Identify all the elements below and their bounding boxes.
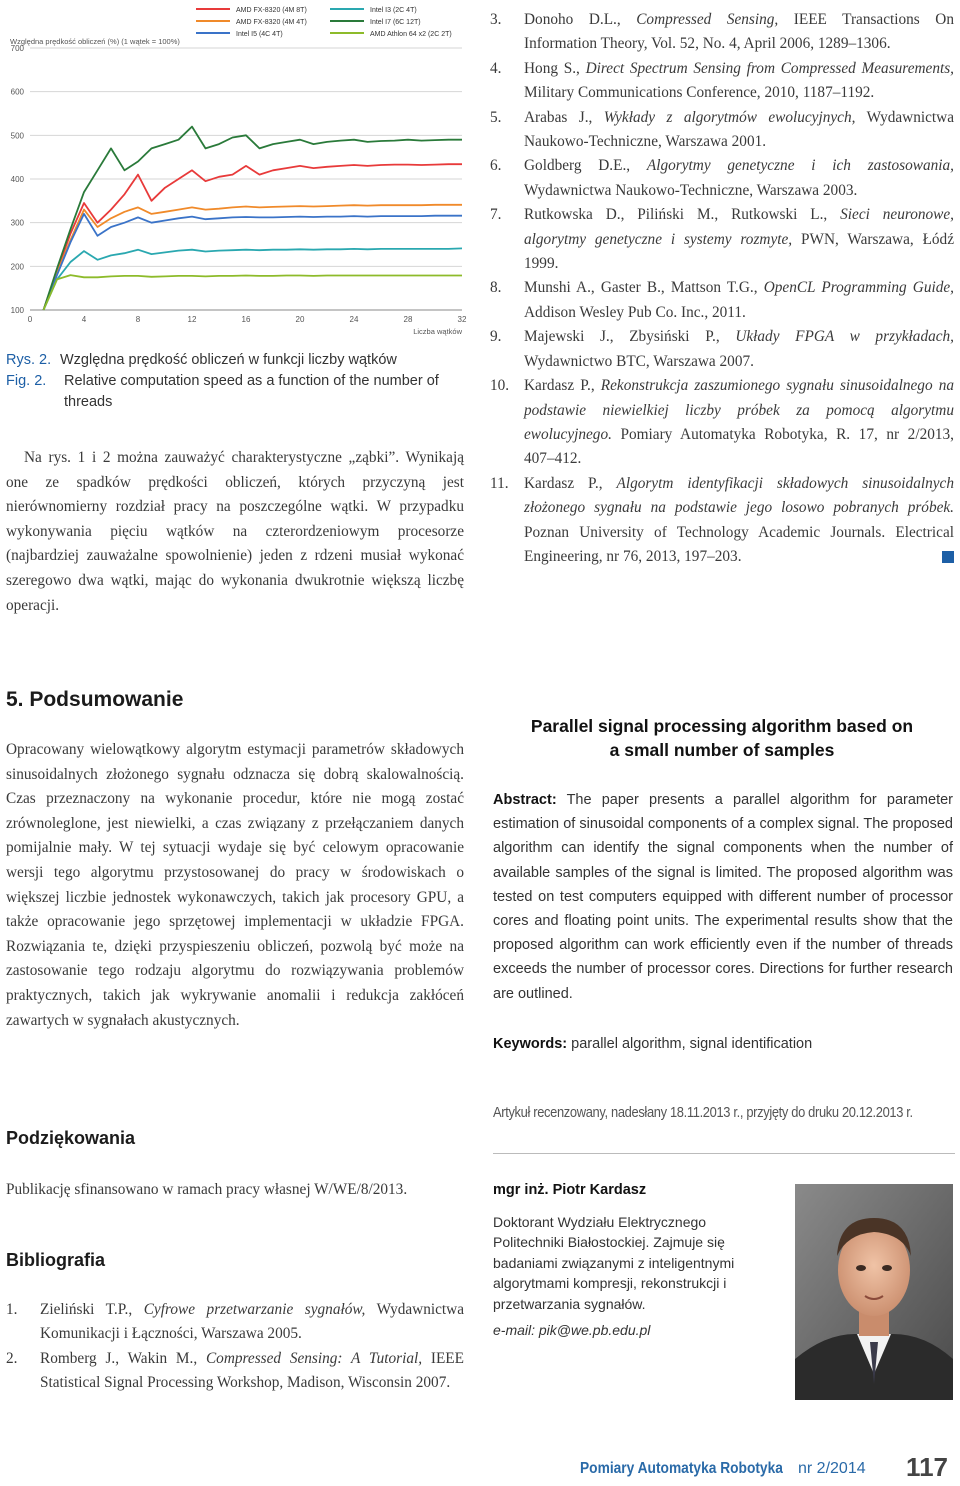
x-tick-label: 20 (295, 315, 305, 324)
legend-label: Intel I7 (6C 12T) (370, 19, 421, 26)
x-tick-label: 28 (403, 315, 413, 324)
abstract-label: Abstract: (493, 792, 557, 808)
reference-3: 3. Donoho D.L., Compressed Sensing, IEEE Transactions On Information Theory, Vol. 52, No. 4, April 2006, 1289–1306. (490, 11, 954, 53)
reference-10: 10. Kardasz P., Rekonstrukcja zaszumionego sygnału sinusoidalnego na podstawie niewielkiej liczby próbek za pomocą algorytmu ewolucyjnego. Pomiary Automatyka Robotyka, R. 17, nr 2/2013, 407–412. (490, 377, 954, 468)
y-tick-label: 700 (10, 44, 24, 53)
legend-label: AMD FX-8320 (4M 8T) (236, 7, 307, 14)
intro-paragraph: Na rys. 1 i 2 można zauważyć charakterystyczne „ząbki”. Wynikają one ze spadków prędkości obliczeń, których przyczyną jest nierównomierny rozdział pracy na poszczególne wątki. W przypadku wykonywania pięciu wątków na czterordzeniowym procesorze (najbardziej zauważalne spowolnienie) jeden z rdzeni musiał wykonać szeregowo dwa wątki, mając do wykonania dwukrotnie większą liczbę operacji. (6, 449, 464, 614)
chart-background (0, 0, 470, 340)
reference-7: 7. Rutkowska D., Piliński M., Rutkowski L., Sieci neuronowe, algorytmy genetyczne i systemy rozmyte, PWN, Warszawa, Łódź 1999. (490, 206, 954, 273)
y-tick-label: 200 (10, 262, 24, 272)
page-footer (580, 1452, 954, 1486)
acknowledgements-text: Publikację sfinansowano w ramach pracy własnej W/WE/8/2013. (6, 1181, 408, 1198)
section-5-text: Opracowany wielowątkowy algorytm estymacji parametrów składowych sinusoidalnych złożonego sygnału odznacza się dobrą skalowalnością. Czas przeznaczony na wykonanie procedur, które nie mogą zostać zrównoleglone, jest niewielki, a czas związany z przełączaniem danych pomijalnie mały. W tej sytuacji wydaje się być celowym opracowanie wersji tego algorytmu przystosowanej do pracy w środowiskach o większej liczbie jednostek wykonawczych, takich jak procesory GPU, a także opracowanie jego sprzętowej implementacji w układzie FPGA. Rozwiązania te, dzięki przyspieszeniu obliczeń, pozwolą być może na zastosowanie tego rodzaju algorytmu do rozwiązywania problemów praktycznych, takich jak wykrywanie anomalii i redukcja zakłóceń zawartych w sygnałach akustycznych. (6, 741, 464, 1029)
x-tick-label: 24 (349, 315, 359, 324)
english-title (490, 714, 954, 762)
figure-caption (6, 350, 466, 413)
x-tick-label: 32 (457, 315, 467, 324)
caption-pl-text: Względna prędkość obliczeń w funkcji liczby wątków (60, 352, 397, 368)
x-tick-label: 4 (81, 315, 87, 324)
separator-line (493, 1153, 955, 1154)
caption-en (6, 371, 466, 413)
y-tick-label: 300 (10, 218, 24, 228)
reference-5: 5. Arabas J., Wykłady z algorytmów ewolucyjnych, Wydawnictwa Naukowo-Techniczne, Warszawa 2001. (490, 108, 954, 151)
x-tick-label: 16 (241, 315, 251, 324)
figure-2 (0, 0, 470, 340)
reference-11: 11. Kardasz P., Algorytm identyfikacji składowych sinusoidalnych złożonego sygnału na podstawie jego losowo pobranych próbek. Poznan University of Technology Academic Journals. Electrical Engineering, nr 76, 2013, 197–203. (490, 474, 954, 565)
author-bio: Doktorant Wydziału Elektrycznego Politechniki Białostockiej. Zajmuje się badaniami związanymi z inteligentnymi algorytmami kompresji, rekonstrukcji i przetwarzania sygnałów. (493, 1214, 735, 1312)
journal-name: Pomiary Automatyka Robotyka (580, 1460, 783, 1477)
relative-speed-chart (0, 0, 470, 340)
journal-issue: nr 2/2014 (798, 1460, 866, 1477)
page-number: 117 (906, 1452, 948, 1482)
y-tick-label: 500 (10, 131, 24, 141)
end-of-article-marker (942, 551, 954, 563)
reference-8: 8. Munshi A., Gaster B., Mattson T.G., OpenCL Programming Guide, Addison Wesley Pub Co. Inc., 2011. (490, 279, 954, 321)
bibliography-title: Bibliografia (6, 1250, 106, 1270)
reference-2: 2. Romberg J., Wakin M., Compressed Sensing: A Tutorial, IEEE Statistical Signal Processing Workshop, Madison, Wisconsin 2007. (6, 1349, 464, 1392)
abstract (493, 788, 953, 1006)
references-right (490, 8, 954, 569)
author-portrait-image (795, 1184, 953, 1400)
caption-pl (6, 350, 466, 371)
acknowledgements-title: Podziękowania (6, 1128, 136, 1148)
keywords (493, 1032, 953, 1056)
legend-label: AMD FX-8320 (4M 4T) (236, 19, 307, 26)
legend-label: Intel I5 (4C 4T) (236, 31, 283, 38)
caption-en-label: Fig. 2. (6, 373, 47, 389)
caption-pl-label: Rys. 2. (6, 352, 52, 368)
x-tick-label: 8 (135, 315, 141, 324)
y-tick-label: 100 (10, 306, 24, 315)
y-tick-label: 400 (10, 175, 24, 184)
legend-label: AMD Athlon 64 x2 (2C 2T) (370, 31, 452, 38)
english-title-line-1: Parallel signal processing algorithm based on (530, 716, 914, 736)
caption-en-text: Relative computation speed as a function of the number of threads (64, 373, 439, 410)
reference-4: 4. Hong S., Direct Spectrum Sensing from Compressed Measurements, Military Communications Conference, 2010, 1187–1192. (490, 59, 954, 102)
reference-9: 9. Majewski J., Zbysiński P., Układy FPGA w przykładach, Wydawnictwo BTC, Warszawa 2007. (490, 328, 955, 370)
english-title-line-2: a small number of samples (609, 740, 835, 760)
reference-6: 6. Goldberg D.E., Algorytmy genetyczne i ich zastosowania, Wydawnictwa Naukowo-Techniczne, Warszawa 2003. (490, 157, 955, 199)
legend-label: Intel I3 (2C 4T) (370, 7, 417, 14)
chart-title: Względna prędkość obliczeń (%) (1 wątek = 100%) (10, 37, 180, 46)
keywords-text: parallel algorithm, signal identification (571, 1036, 813, 1052)
y-tick-label: 600 (10, 87, 24, 97)
abstract-text: The paper presents a parallel algorithm for parameter estimation of sinusoidal components of a complex signal. The proposed algorithm can identify the signal components when the number of available samples of the signal is limited. The proposed algorithm was tested on test computers equipped with different number of processor cores and floating point units. The experimental results show that the proposed algorithm can work efficiently even if the number of threads exceeds the number of processor cores. Directions for further research are outlined. (493, 792, 953, 1002)
references-left (6, 1298, 464, 1396)
reference-1: 1. Zieliński T.P., Cyfrowe przetwarzanie sygnałów, Wydawnictwa Komunikacji i Łączności, Warszawa 2005. (6, 1301, 464, 1343)
author-name: mgr inż. Piotr Kardasz (493, 1182, 647, 1198)
x-tick-label: 0 (27, 315, 33, 324)
x-tick-label: 12 (187, 315, 197, 324)
x-axis-title: Liczba wątków (413, 327, 462, 336)
author-email: e-mail: pik@we.pb.edu.pl (493, 1322, 651, 1338)
author-photo (795, 1184, 953, 1400)
section-5-title: 5. Podsumowanie (6, 688, 184, 711)
keywords-label: Keywords: (493, 1036, 568, 1052)
review-note: Artykuł recenzowany, nadesłany 18.11.2013 r., przyjęty do druku 20.12.2013 r. (493, 1104, 913, 1121)
